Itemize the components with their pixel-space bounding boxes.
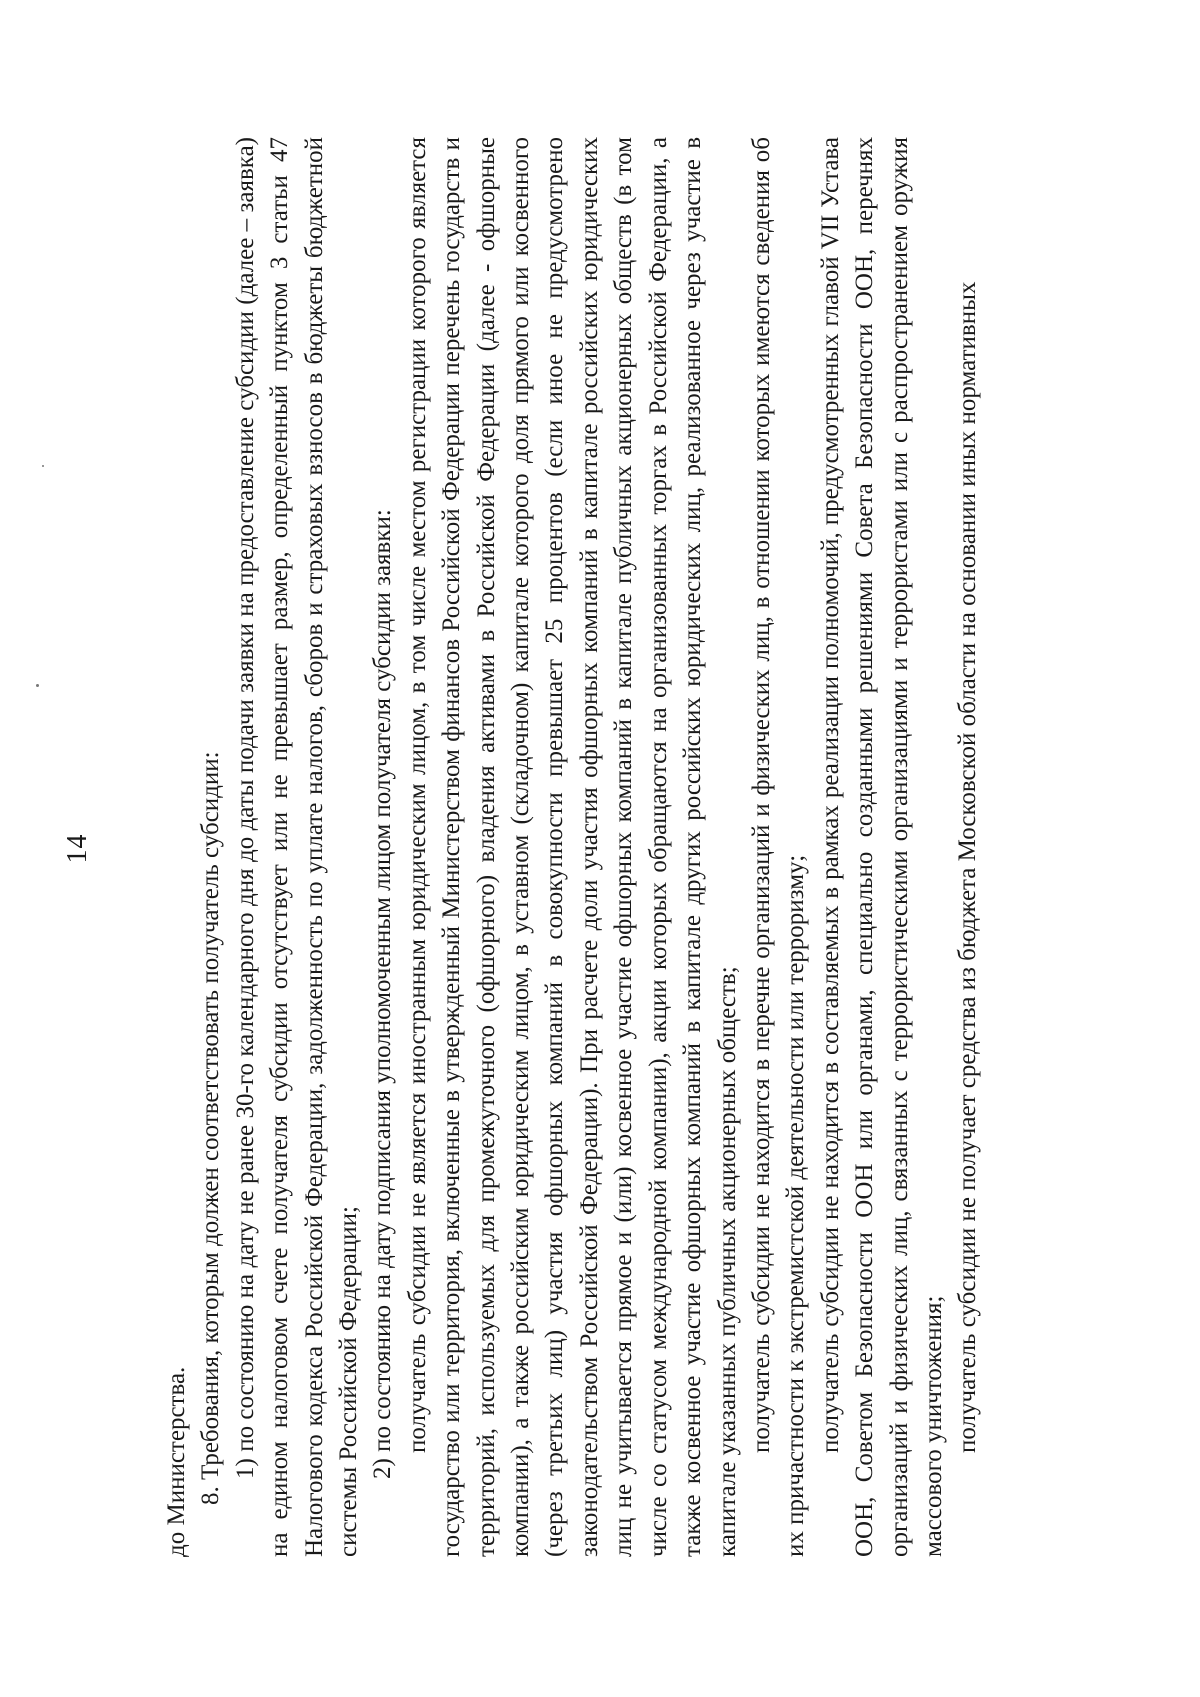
paragraph-requirement-2: 2) по состоянию на дату подписания уполномоченным лицом получателя субсидии заявки: (369, 509, 397, 1479)
scan-speck (36, 684, 39, 687)
document-body (160, 137, 986, 1557)
paragraph-un-sanctions: получатель субсидии не находится в составляемых в рамках реализации полномочий, предусмотренных главой VII Устава ООН, Советом Безопасности ООН или органами, специально созданными решениями Совета Безопасности ООН, перечнях организаций и физических лиц, связанных с террористическими организациями и террористами или с распространением оружия массового уничтожения; (816, 137, 947, 1557)
paragraph-continuation: до Министерства. (163, 1366, 190, 1557)
paragraph-requirement-1: 1) по состоянию на дату не ранее 30-го календарного дня до даты подачи заявки на предоставление субсидии (далее – заявка) на едином налоговом счете получателя субсидии отсутствует или не превышает размер, определенный пунктом 3 статьи 47 Налогового кодекса Российской Федерации, задолженность по уплате налогов, сборов и страховых взносов в бюджеты бюджетной системы Российской Федерации; (231, 137, 363, 1557)
paragraph-offshore: получатель субсидии не является иностранным юридическим лицом, в том числе местом регистрации которого является государство или территория, включенные в утвержденный Министерством финансов Российской Федерации перечень государств и территорий, используемых для промежуточного (офшорного) владения активами в Российской Федерации (далее - офшорные компании), а также российским юридическим лицом, в уставном (складочном) капитале которого доля прямого или косвенного (через третьих лиц) участия офшорных компаний в совокупности превышает 25 процентов (если иное не предусмотрено законодательством Российской Федерации). При расчете доли участия офшорных компаний в капитале российских юридических лиц не учитывается прямое и (или) косвенное участие офшорных компаний в капитале публичных акционерных обществ (в том числе со статусом международной компании), акции которых обращаются на организованных торгах в Российской Федерации, а также косвенное участие офшорных компаний в капитале других российских юридических лиц, реализованное через участие в капитале указанных публичных акционерных обществ; (403, 137, 741, 1557)
scan-speck (42, 465, 44, 467)
paragraph-extremism: получатель субсидии не находится в перечне организаций и физических лиц, в отношении которых имеются сведения об их причастности к экстремистской деятельности или терроризму; (747, 137, 810, 1557)
page-number: 14 (62, 833, 93, 864)
paragraph-budget-funds: получатель субсидии не получает средства из бюджета Московской области на основании иных нормативных (954, 281, 982, 1453)
paragraph-requirements-heading: 8. Требования, которым должен соответствовать получатель субсидии: (197, 751, 225, 1505)
